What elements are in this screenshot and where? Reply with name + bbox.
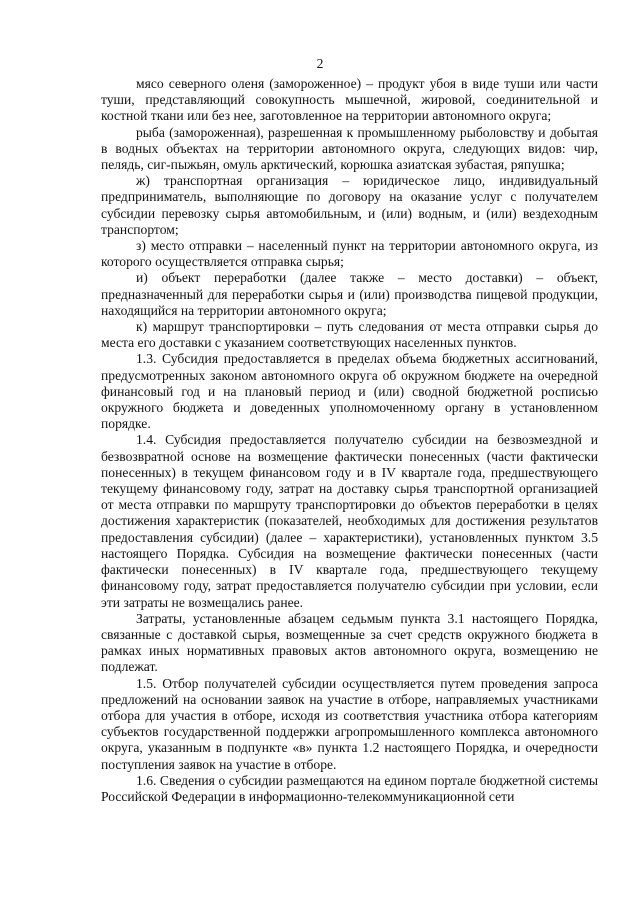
paragraph-transport-route: к) маршрут транспортировки – путь следования от места отправки сырья до места его доставки с указанием соответствующих населенных пунктов. [101,319,598,351]
document-body [101,76,598,805]
paragraph-transport-organization: ж) транспортная организация – юридическое лицо, индивидуальный предприниматель, выполняющие по договору на оказание услуг с получателем субсидии перевозку сырья автомобильным, и (или) водным, и (или) вездеходным транспортом; [101,173,598,237]
paragraph-1-5: 1.5. Отбор получателей субсидии осуществляется путем проведения запроса предложений на основании заявок на участие в отборе, направляемых участниками отбора для участия в отборе, исходя из соответствия участника отбора категориям субъектов государственной поддержки агропромышленного комплекса автономного округа, указанным в подпункте «в» пункта 1.2 настоящего Порядка, и очередности поступления заявок на участие в отборе. [101,675,598,772]
paragraph-costs-exclusion: Затраты, установленные абзацем седьмым пункта 3.1 настоящего Порядка, связанные с доставкой сырья, возмещенные за счет средств окружного бюджета в рамках иных нормативных правовых актов автономного округа, возмещению не подлежат. [101,610,598,675]
paragraph-1-4: 1.4. Субсидия предоставляется получателю субсидии на безвозмездной и безвозвратной основе на возмещение фактически понесенных (части фактически понесенных) в текущем финансовом году и в IV квартале года, предшествующего текущему финансовому году, затрат на доставку сырья транспортной организацией от места отправки по маршруту транспортировки до объектов переработки в целях достижения характеристик (показателей, необходимых для достижения результатов предоставления субсидии) (далее – характеристики), установленных пунктом 3.5 настоящего Порядка. Субсидия на возмещение фактически понесенных (части фактически понесенных) в IV квартале года, предшествующего текущему финансовому году, затрат предоставляется получателю субсидии при условии, если эти затраты не возмещались ранее. [101,432,598,610]
paragraph-processing-facility: и) объект переработки (далее также – место доставки) – объект, предназначенный для переработки сырья и (или) производства пищевой продукции, находящийся на территории автономного округа; [101,270,598,318]
paragraph-frozen-fish: рыба (замороженная), разрешенная к промышленному рыболовству и добытая в водных объектах на территории автономного округа, следующих видов: чир, пелядь, сиг-пыжьян, омуль арктический, корюшка азиатская зубастая, ряпушка; [101,124,598,173]
paragraph-1-6: 1.6. Сведения о субсидии размещаются на едином портале бюджетной системы Российской Федерации в информационно-телекоммуникационной сети [101,772,598,804]
paragraph-reindeer-meat: мясо северного оленя (замороженное) – продукт убоя в виде туши или части туши, представляющий совокупность мышечной, жировой, соединительной и костной ткани или без нее, заготовленное на территории автономного округа; [101,76,598,124]
paragraph-1-3: 1.3. Субсидия предоставляется в пределах объема бюджетных ассигнований, предусмотренных законом автономного округа об окружном бюджете на очередной финансовый год и на плановый период и (или) сводной бюджетной росписью окружного бюджета и доведенных уполномоченному органу в установленном порядке. [101,351,598,432]
paragraph-dispatch-place: з) место отправки – населенный пункт на территории автономного округа, из которого осуществляется отправка сырья; [101,238,598,270]
page-number: 2 [316,56,324,71]
